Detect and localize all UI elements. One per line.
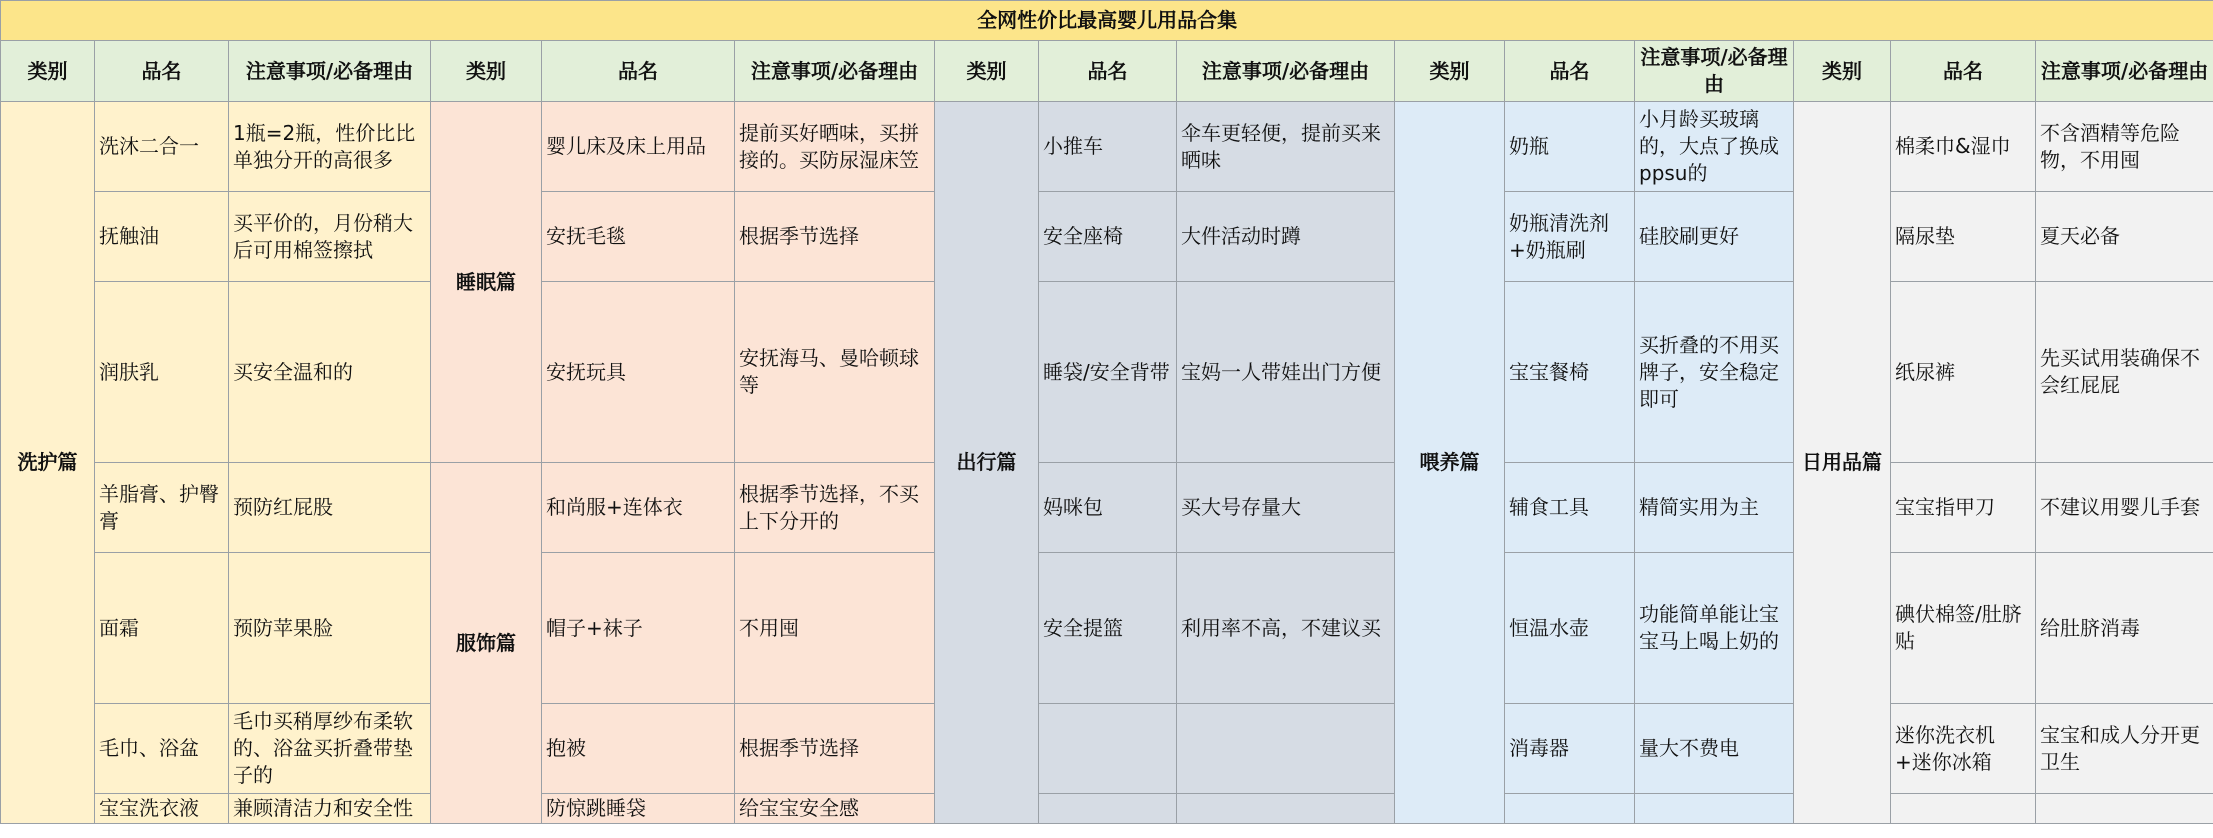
- wash-note-cell[interactable]: 1瓶=2瓶，性价比比单独分开的高很多: [229, 102, 431, 192]
- clothing-item-cell[interactable]: 和尚服+连体衣: [542, 463, 735, 553]
- header-note[interactable]: 注意事项/必备理由: [1177, 41, 1395, 102]
- sleep-item-cell[interactable]: 安抚玩具: [542, 282, 735, 463]
- header-note[interactable]: 注意事项/必备理由: [1635, 41, 1794, 102]
- sleep-note-cell[interactable]: 提前买好晒味，买拼接的。买防尿湿床笠: [735, 102, 935, 192]
- category-clothing[interactable]: 服饰篇: [431, 463, 542, 824]
- header-item[interactable]: 品名: [95, 41, 229, 102]
- header-note[interactable]: 注意事项/必备理由: [229, 41, 431, 102]
- clothing-item-cell[interactable]: 帽子+袜子: [542, 553, 735, 704]
- feeding-item-cell[interactable]: [1505, 794, 1635, 824]
- header-item[interactable]: 品名: [1891, 41, 2036, 102]
- wash-note-cell[interactable]: 预防红屁股: [229, 463, 431, 553]
- feeding-note-cell[interactable]: 功能简单能让宝宝马上喝上奶的: [1635, 553, 1794, 704]
- clothing-note-cell[interactable]: 给宝宝安全感: [735, 794, 935, 824]
- wash-item-cell[interactable]: 毛巾、浴盆: [95, 704, 229, 794]
- wash-item-cell[interactable]: 洗沐二合一: [95, 102, 229, 192]
- feeding-note-cell[interactable]: 硅胶刷更好: [1635, 192, 1794, 282]
- feeding-note-cell[interactable]: [1635, 794, 1794, 824]
- daily-item-cell[interactable]: 棉柔巾&湿巾: [1891, 102, 2036, 192]
- sleep-note-cell[interactable]: 安抚海马、曼哈顿球等: [735, 282, 935, 463]
- feeding-item-cell[interactable]: 宝宝餐椅: [1505, 282, 1635, 463]
- feeding-note-cell[interactable]: 买折叠的不用买牌子，安全稳定即可: [1635, 282, 1794, 463]
- sleep-item-cell[interactable]: 安抚毛毯: [542, 192, 735, 282]
- wash-note-cell[interactable]: 买安全温和的: [229, 282, 431, 463]
- feeding-item-cell[interactable]: 奶瓶: [1505, 102, 1635, 192]
- header-item[interactable]: 品名: [1039, 41, 1177, 102]
- feeding-note-cell[interactable]: 小月龄买玻璃的，大点了换成ppsu的: [1635, 102, 1794, 192]
- outing-note-cell[interactable]: 伞车更轻便，提前买来晒味: [1177, 102, 1395, 192]
- outing-item-cell[interactable]: 安全提篮: [1039, 553, 1177, 704]
- daily-item-cell[interactable]: [1891, 794, 2036, 824]
- wash-note-cell[interactable]: 兼顾清洁力和安全性: [229, 794, 431, 824]
- feeding-note-cell[interactable]: 量大不费电: [1635, 704, 1794, 794]
- header-category[interactable]: 类别: [1, 41, 95, 102]
- daily-note-cell[interactable]: 宝宝和成人分开更卫生: [2036, 704, 2213, 794]
- clothing-note-cell[interactable]: 不用囤: [735, 553, 935, 704]
- outing-note-cell[interactable]: 买大号存量大: [1177, 463, 1395, 553]
- daily-note-cell[interactable]: 先买试用装确保不会红屁屁: [2036, 282, 2213, 463]
- outing-item-cell[interactable]: [1039, 704, 1177, 794]
- feeding-item-cell[interactable]: 奶瓶清洗剂+奶瓶刷: [1505, 192, 1635, 282]
- daily-item-cell[interactable]: 隔尿垫: [1891, 192, 2036, 282]
- wash-item-cell[interactable]: 羊脂膏、护臀膏: [95, 463, 229, 553]
- clothing-note-cell[interactable]: 根据季节选择，不买上下分开的: [735, 463, 935, 553]
- header-note[interactable]: 注意事项/必备理由: [2036, 41, 2213, 102]
- daily-item-cell[interactable]: 迷你洗衣机+迷你冰箱: [1891, 704, 2036, 794]
- category-sleep[interactable]: 睡眠篇: [431, 102, 542, 463]
- clothing-note-cell[interactable]: 根据季节选择: [735, 704, 935, 794]
- daily-item-cell[interactable]: 碘伏棉签/肚脐贴: [1891, 553, 2036, 704]
- header-category[interactable]: 类别: [431, 41, 542, 102]
- outing-item-cell[interactable]: 妈咪包: [1039, 463, 1177, 553]
- clothing-item-cell[interactable]: 防惊跳睡袋: [542, 794, 735, 824]
- category-outing[interactable]: 出行篇: [935, 102, 1039, 824]
- wash-item-cell[interactable]: 润肤乳: [95, 282, 229, 463]
- wash-note-cell[interactable]: 毛巾买稍厚纱布柔软的、浴盆买折叠带垫子的: [229, 704, 431, 794]
- feeding-item-cell[interactable]: 消毒器: [1505, 704, 1635, 794]
- outing-note-cell[interactable]: [1177, 704, 1395, 794]
- wash-note-cell[interactable]: 预防苹果脸: [229, 553, 431, 704]
- feeding-item-cell[interactable]: 辅食工具: [1505, 463, 1635, 553]
- wash-item-cell[interactable]: 宝宝洗衣液: [95, 794, 229, 824]
- daily-item-cell[interactable]: 宝宝指甲刀: [1891, 463, 2036, 553]
- outing-note-cell[interactable]: 大件活动时蹲: [1177, 192, 1395, 282]
- sleep-note-cell[interactable]: 根据季节选择: [735, 192, 935, 282]
- daily-note-cell[interactable]: 夏天必备: [2036, 192, 2213, 282]
- wash-item-cell[interactable]: 面霜: [95, 553, 229, 704]
- header-category[interactable]: 类别: [935, 41, 1039, 102]
- header-category[interactable]: 类别: [1794, 41, 1891, 102]
- category-daily[interactable]: 日用品篇: [1794, 102, 1891, 824]
- header-category[interactable]: 类别: [1395, 41, 1505, 102]
- header-item[interactable]: 品名: [1505, 41, 1635, 102]
- outing-item-cell[interactable]: [1039, 794, 1177, 824]
- daily-item-cell[interactable]: 纸尿裤: [1891, 282, 2036, 463]
- wash-item-cell[interactable]: 抚触油: [95, 192, 229, 282]
- daily-note-cell[interactable]: 不含酒精等危险物，不用囤: [2036, 102, 2213, 192]
- header-item[interactable]: 品名: [542, 41, 735, 102]
- daily-note-cell[interactable]: [2036, 794, 2213, 824]
- outing-note-cell[interactable]: 宝妈一人带娃出门方便: [1177, 282, 1395, 463]
- sleep-item-cell[interactable]: 婴儿床及床上用品: [542, 102, 735, 192]
- daily-note-cell[interactable]: 给肚脐消毒: [2036, 553, 2213, 704]
- clothing-item-cell[interactable]: 抱被: [542, 704, 735, 794]
- category-feeding[interactable]: 喂养篇: [1395, 102, 1505, 824]
- outing-item-cell[interactable]: 安全座椅: [1039, 192, 1177, 282]
- feeding-note-cell[interactable]: 精简实用为主: [1635, 463, 1794, 553]
- header-note[interactable]: 注意事项/必备理由: [735, 41, 935, 102]
- sheet-title[interactable]: 全网性价比最高婴儿用品合集: [1, 1, 2213, 41]
- daily-note-cell[interactable]: 不建议用婴儿手套: [2036, 463, 2213, 553]
- wash-note-cell[interactable]: 买平价的，月份稍大后可用棉签擦拭: [229, 192, 431, 282]
- outing-item-cell[interactable]: 睡袋/安全背带: [1039, 282, 1177, 463]
- outing-note-cell[interactable]: [1177, 794, 1395, 824]
- feeding-item-cell[interactable]: 恒温水壶: [1505, 553, 1635, 704]
- outing-note-cell[interactable]: 利用率不高，不建议买: [1177, 553, 1395, 704]
- outing-item-cell[interactable]: 小推车: [1039, 102, 1177, 192]
- category-wash[interactable]: 洗护篇: [1, 102, 95, 824]
